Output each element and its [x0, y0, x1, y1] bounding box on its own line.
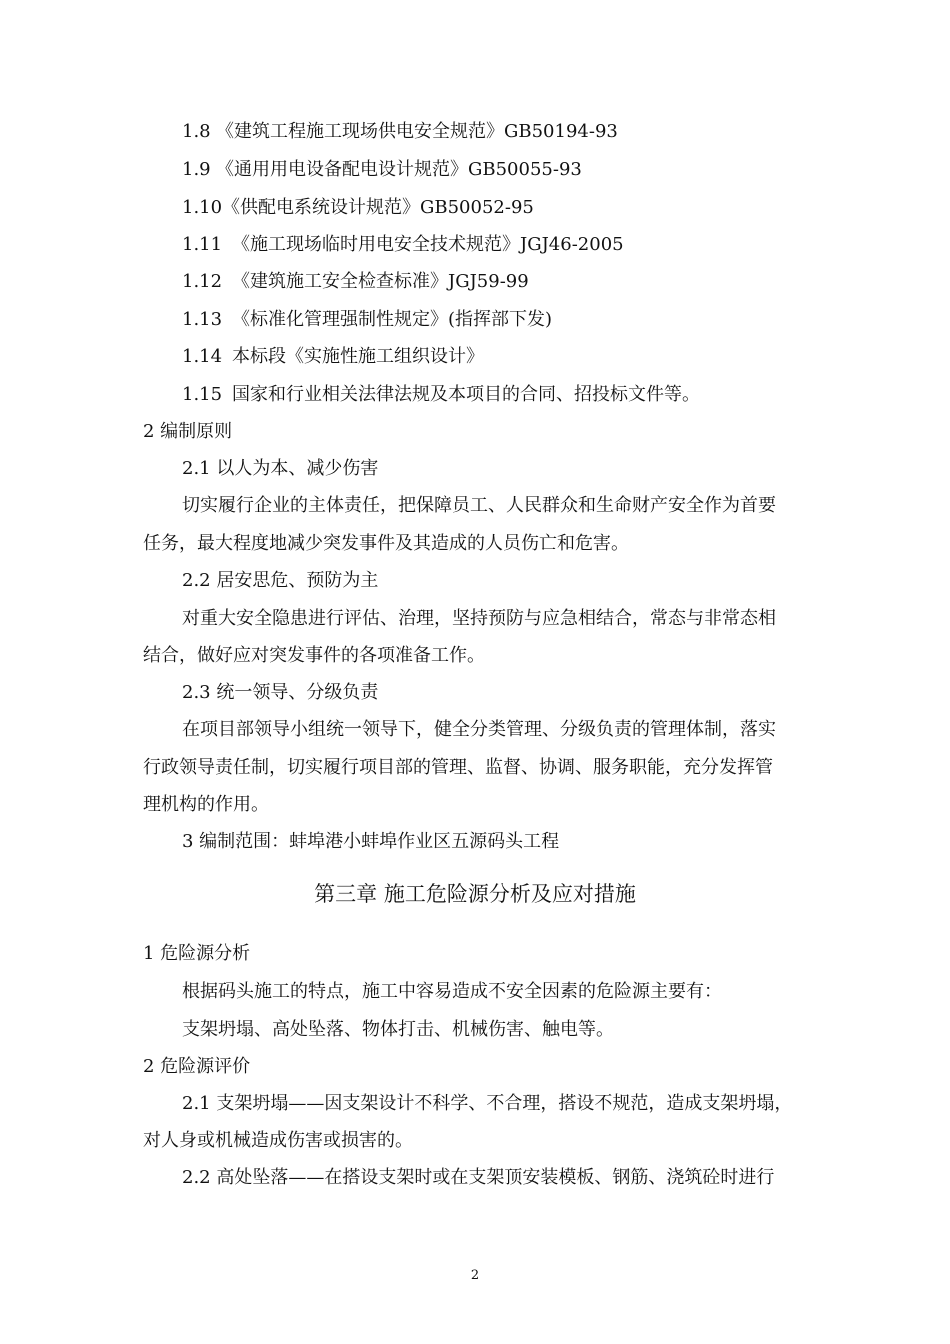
- chapter-title: 第三章 施工危险源分析及应对措施: [314, 882, 636, 906]
- page-number: 2: [470, 1268, 480, 1283]
- document-page: 1.8 《建筑工程施工现场供电安全规范》GB50194-93 1.9 《通用用电设备配电设计规范》GB50055-93 1.10 《供配电系统设计规范》GB50052-95 1.11 《施工现场临时用电安全技术规范》JGJ46-2005 1.12 《建筑施工安全检查标准》JGJ59-99 1.13 《标准化管理强制性规定》(指挥部下发) 1.14 本标段《实施性施工组织设计》 1.15 国家和行业相关法律法规及本项目的合同、招投标文件等。 2 编制原则 2.1 以人为本、减少伤害 切实履行企业的主体责任，把保障员工、人民群众和生命财产安全作为首要 任务，最大程度地减少突发事件及其造成的人员伤亡和危害。 2.2 居安思危、预防为主 对重大安全隐患进行评估、治理，坚持预防与应急相结合，常态与非常态相 结合，做好应对突发事件的各项准备工作。 2.3 统一领导、分级负责 在项目部领导小组统一领导下，健全分类管理、分级负责的管理体制，落实 行政领导责任制，切实履行项目部的管理、监督、协调、服务职能，充分发挥管 理机构的作用。 3 编制范围：蚌埠港小蚌埠作业区五源码头工程 第三章 施工危险源分析及应对措施 1 危险源分析 根据码头施工的特点，施工中容易造成不安全因素的危险源主要有： 支架坍塌、高处坠落、物体打击、机械伤害、触电等。 2 危险源评价 2.1 支架坍塌——因支架设计不科学、不合理，搭设不规范，造成支架坍塌， 对人身或机械造成伤害或损害的。 2.2 高处坠落——在搭设支架时或在支架顶安装模板、钢筋、浇筑砼时进行 2: [0, 0, 950, 1344]
